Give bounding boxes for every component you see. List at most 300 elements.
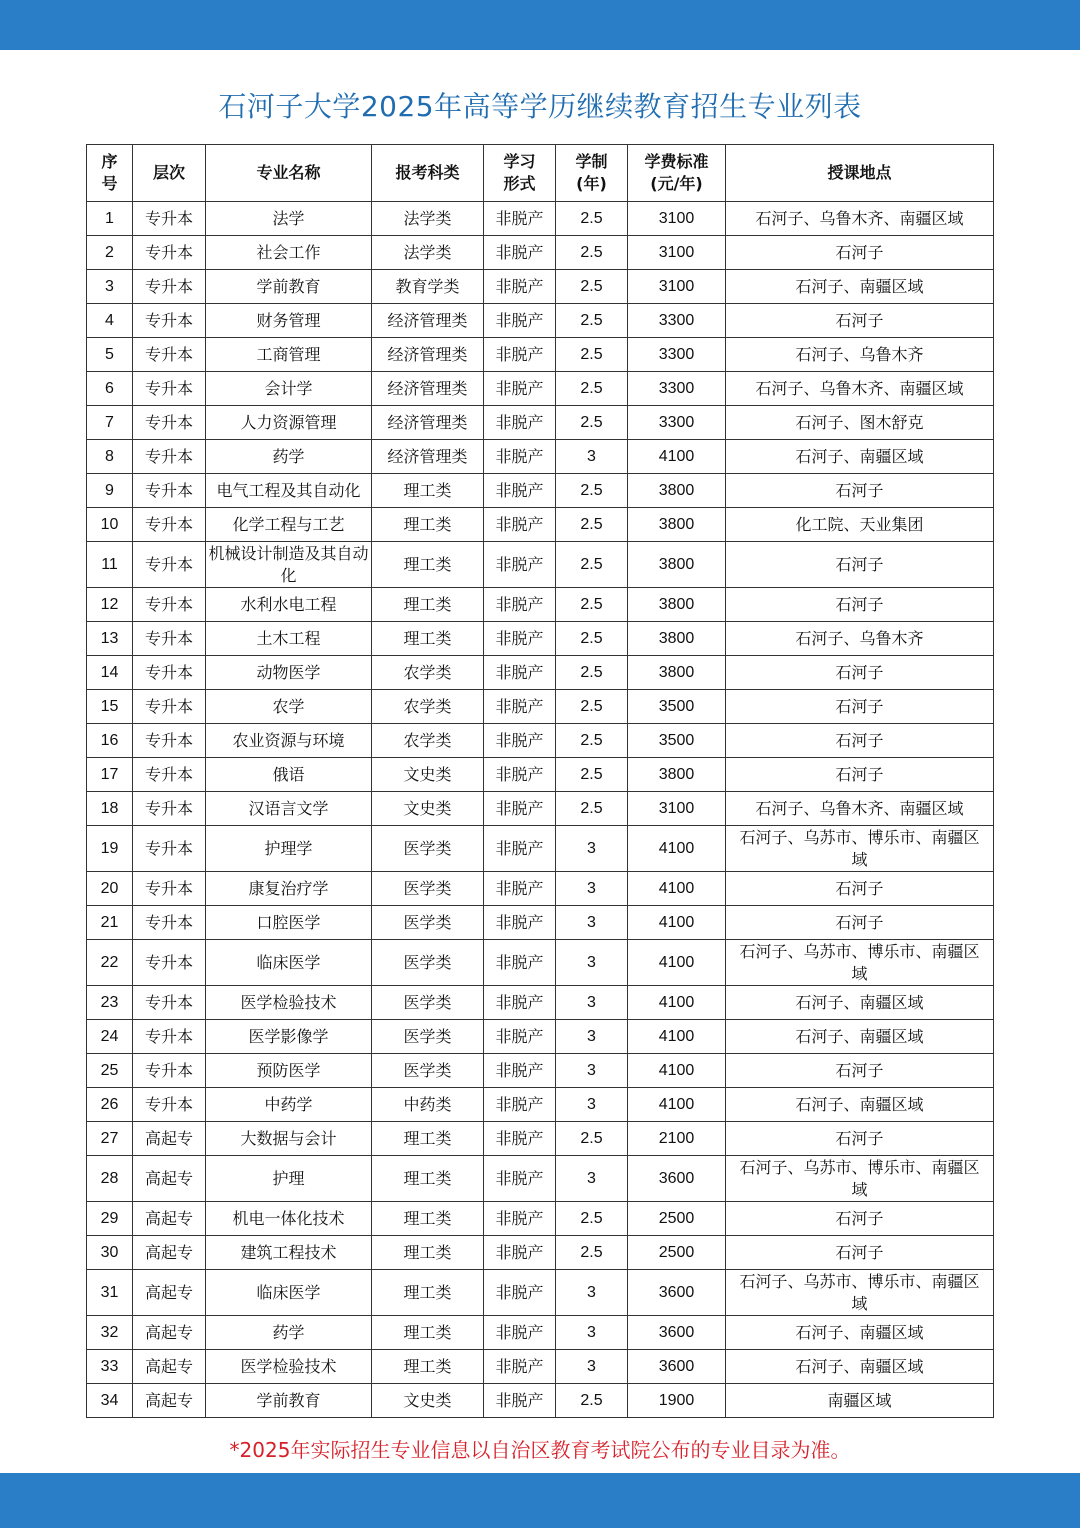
cell-level: 专升本 xyxy=(133,986,206,1020)
cell-mode: 非脱产 xyxy=(484,906,556,940)
cell-category: 理工类 xyxy=(372,508,484,542)
cell-category: 医学类 xyxy=(372,940,484,986)
cell-seq: 34 xyxy=(87,1384,133,1418)
cell-major: 工商管理 xyxy=(206,338,372,372)
table-row xyxy=(87,202,994,236)
cell-fee: 3300 xyxy=(628,338,726,372)
cell-location: 石河子 xyxy=(726,1202,994,1236)
table-row xyxy=(87,236,994,270)
cell-location: 石河子 xyxy=(726,474,994,508)
cell-years: 2.5 xyxy=(556,270,628,304)
cell-level: 高起专 xyxy=(133,1316,206,1350)
cell-seq: 32 xyxy=(87,1316,133,1350)
cell-seq: 28 xyxy=(87,1156,133,1202)
cell-category: 医学类 xyxy=(372,826,484,872)
cell-category: 文史类 xyxy=(372,792,484,826)
cell-mode: 非脱产 xyxy=(484,1350,556,1384)
cell-seq: 21 xyxy=(87,906,133,940)
cell-years: 3 xyxy=(556,440,628,474)
cell-mode: 非脱产 xyxy=(484,1088,556,1122)
table-row xyxy=(87,588,994,622)
cell-level: 专升本 xyxy=(133,270,206,304)
cell-category: 医学类 xyxy=(372,1054,484,1088)
table-row xyxy=(87,792,994,826)
cell-level: 专升本 xyxy=(133,906,206,940)
table-row xyxy=(87,338,994,372)
table-row xyxy=(87,656,994,690)
table-row xyxy=(87,1156,994,1202)
cell-seq: 31 xyxy=(87,1270,133,1316)
cell-category: 理工类 xyxy=(372,474,484,508)
cell-seq: 9 xyxy=(87,474,133,508)
cell-fee: 4100 xyxy=(628,1020,726,1054)
cell-major: 化学工程与工艺 xyxy=(206,508,372,542)
cell-fee: 4100 xyxy=(628,940,726,986)
cell-major: 电气工程及其自动化 xyxy=(206,474,372,508)
cell-mode: 非脱产 xyxy=(484,202,556,236)
cell-category: 经济管理类 xyxy=(372,406,484,440)
cell-level: 专升本 xyxy=(133,406,206,440)
header-location: 授课地点 xyxy=(726,145,994,202)
cell-seq: 22 xyxy=(87,940,133,986)
cell-category: 农学类 xyxy=(372,690,484,724)
cell-level: 专升本 xyxy=(133,202,206,236)
cell-location: 石河子 xyxy=(726,690,994,724)
cell-major: 社会工作 xyxy=(206,236,372,270)
cell-seq: 16 xyxy=(87,724,133,758)
cell-category: 农学类 xyxy=(372,656,484,690)
bottom-banner xyxy=(0,1473,1080,1528)
cell-location: 石河子、南疆区域 xyxy=(726,1316,994,1350)
cell-mode: 非脱产 xyxy=(484,724,556,758)
cell-category: 文史类 xyxy=(372,758,484,792)
cell-fee: 3600 xyxy=(628,1156,726,1202)
cell-seq: 15 xyxy=(87,690,133,724)
cell-fee: 3100 xyxy=(628,202,726,236)
cell-years: 3 xyxy=(556,826,628,872)
cell-mode: 非脱产 xyxy=(484,1236,556,1270)
table-row xyxy=(87,1088,994,1122)
cell-category: 法学类 xyxy=(372,236,484,270)
cell-years: 2.5 xyxy=(556,338,628,372)
cell-mode: 非脱产 xyxy=(484,542,556,588)
table-row xyxy=(87,1122,994,1156)
cell-level: 高起专 xyxy=(133,1122,206,1156)
table-row xyxy=(87,542,994,588)
cell-category: 理工类 xyxy=(372,1270,484,1316)
cell-category: 理工类 xyxy=(372,1156,484,1202)
cell-years: 2.5 xyxy=(556,588,628,622)
cell-mode: 非脱产 xyxy=(484,1316,556,1350)
cell-fee: 3300 xyxy=(628,304,726,338)
cell-category: 农学类 xyxy=(372,724,484,758)
cell-seq: 27 xyxy=(87,1122,133,1156)
cell-years: 3 xyxy=(556,1316,628,1350)
cell-seq: 18 xyxy=(87,792,133,826)
cell-mode: 非脱产 xyxy=(484,270,556,304)
cell-level: 专升本 xyxy=(133,542,206,588)
cell-major: 财务管理 xyxy=(206,304,372,338)
cell-major: 人力资源管理 xyxy=(206,406,372,440)
cell-location: 石河子、南疆区域 xyxy=(726,1088,994,1122)
cell-years: 2.5 xyxy=(556,202,628,236)
cell-years: 2.5 xyxy=(556,792,628,826)
cell-category: 理工类 xyxy=(372,622,484,656)
cell-fee: 3600 xyxy=(628,1270,726,1316)
cell-level: 专升本 xyxy=(133,872,206,906)
cell-years: 3 xyxy=(556,872,628,906)
cell-level: 专升本 xyxy=(133,338,206,372)
cell-years: 3 xyxy=(556,1350,628,1384)
cell-location: 石河子、乌苏市、博乐市、南疆区域 xyxy=(726,1270,994,1316)
cell-fee: 2500 xyxy=(628,1236,726,1270)
cell-years: 2.5 xyxy=(556,236,628,270)
cell-fee: 4100 xyxy=(628,986,726,1020)
cell-major: 大数据与会计 xyxy=(206,1122,372,1156)
cell-fee: 3800 xyxy=(628,656,726,690)
cell-level: 专升本 xyxy=(133,588,206,622)
cell-major: 机电一体化技术 xyxy=(206,1202,372,1236)
cell-level: 高起专 xyxy=(133,1202,206,1236)
cell-mode: 非脱产 xyxy=(484,1054,556,1088)
top-banner xyxy=(0,0,1080,50)
table-row xyxy=(87,1316,994,1350)
cell-fee: 3800 xyxy=(628,758,726,792)
cell-major: 中药学 xyxy=(206,1088,372,1122)
table-row xyxy=(87,872,994,906)
table-row xyxy=(87,622,994,656)
cell-seq: 14 xyxy=(87,656,133,690)
cell-years: 3 xyxy=(556,1020,628,1054)
cell-location: 石河子、乌鲁木齐、南疆区域 xyxy=(726,792,994,826)
cell-mode: 非脱产 xyxy=(484,304,556,338)
cell-fee: 3500 xyxy=(628,690,726,724)
table-row xyxy=(87,1350,994,1384)
cell-fee: 3300 xyxy=(628,406,726,440)
cell-seq: 25 xyxy=(87,1054,133,1088)
cell-major: 汉语言文学 xyxy=(206,792,372,826)
cell-mode: 非脱产 xyxy=(484,1122,556,1156)
cell-mode: 非脱产 xyxy=(484,1270,556,1316)
cell-seq: 13 xyxy=(87,622,133,656)
cell-category: 医学类 xyxy=(372,1020,484,1054)
cell-major: 土木工程 xyxy=(206,622,372,656)
cell-location: 石河子 xyxy=(726,872,994,906)
table-row xyxy=(87,826,994,872)
table-header-row xyxy=(87,145,994,202)
cell-years: 2.5 xyxy=(556,724,628,758)
header-seq: 序号 xyxy=(87,145,133,202)
cell-location: 石河子、南疆区域 xyxy=(726,440,994,474)
cell-fee: 4100 xyxy=(628,1054,726,1088)
cell-category: 经济管理类 xyxy=(372,338,484,372)
cell-years: 3 xyxy=(556,1088,628,1122)
cell-major: 建筑工程技术 xyxy=(206,1236,372,1270)
table-row xyxy=(87,1270,994,1316)
cell-level: 专升本 xyxy=(133,508,206,542)
table-row xyxy=(87,440,994,474)
cell-mode: 非脱产 xyxy=(484,474,556,508)
cell-location: 石河子 xyxy=(726,588,994,622)
cell-fee: 3600 xyxy=(628,1350,726,1384)
cell-major: 口腔医学 xyxy=(206,906,372,940)
cell-fee: 3500 xyxy=(628,724,726,758)
cell-category: 经济管理类 xyxy=(372,372,484,406)
cell-level: 专升本 xyxy=(133,1054,206,1088)
cell-level: 高起专 xyxy=(133,1236,206,1270)
cell-category: 理工类 xyxy=(372,1236,484,1270)
cell-location: 石河子 xyxy=(726,758,994,792)
table-row xyxy=(87,1020,994,1054)
table-row xyxy=(87,940,994,986)
cell-years: 2.5 xyxy=(556,304,628,338)
cell-mode: 非脱产 xyxy=(484,588,556,622)
cell-major: 药学 xyxy=(206,1316,372,1350)
cell-location: 石河子、乌鲁木齐、南疆区域 xyxy=(726,202,994,236)
cell-major: 农业资源与环境 xyxy=(206,724,372,758)
cell-mode: 非脱产 xyxy=(484,622,556,656)
cell-mode: 非脱产 xyxy=(484,236,556,270)
cell-seq: 12 xyxy=(87,588,133,622)
cell-seq: 3 xyxy=(87,270,133,304)
cell-major: 法学 xyxy=(206,202,372,236)
cell-major: 学前教育 xyxy=(206,1384,372,1418)
cell-years: 3 xyxy=(556,1270,628,1316)
table-row xyxy=(87,508,994,542)
cell-fee: 4100 xyxy=(628,906,726,940)
cell-location: 石河子、图木舒克 xyxy=(726,406,994,440)
cell-location: 石河子、南疆区域 xyxy=(726,270,994,304)
cell-major: 药学 xyxy=(206,440,372,474)
cell-level: 专升本 xyxy=(133,724,206,758)
cell-level: 高起专 xyxy=(133,1156,206,1202)
cell-fee: 3600 xyxy=(628,1316,726,1350)
cell-location: 石河子、乌苏市、博乐市、南疆区域 xyxy=(726,940,994,986)
cell-category: 理工类 xyxy=(372,542,484,588)
cell-category: 理工类 xyxy=(372,588,484,622)
cell-level: 高起专 xyxy=(133,1384,206,1418)
cell-years: 2.5 xyxy=(556,1202,628,1236)
cell-category: 经济管理类 xyxy=(372,440,484,474)
cell-major: 会计学 xyxy=(206,372,372,406)
cell-major: 水利水电工程 xyxy=(206,588,372,622)
cell-location: 石河子 xyxy=(726,1236,994,1270)
table-row xyxy=(87,304,994,338)
cell-seq: 29 xyxy=(87,1202,133,1236)
cell-fee: 3100 xyxy=(628,236,726,270)
cell-location: 石河子 xyxy=(726,236,994,270)
cell-location: 石河子、乌鲁木齐 xyxy=(726,622,994,656)
cell-location: 石河子、乌苏市、博乐市、南疆区域 xyxy=(726,1156,994,1202)
cell-fee: 4100 xyxy=(628,826,726,872)
table-body xyxy=(87,202,994,1418)
cell-seq: 17 xyxy=(87,758,133,792)
cell-level: 专升本 xyxy=(133,826,206,872)
cell-fee: 3800 xyxy=(628,508,726,542)
cell-years: 2.5 xyxy=(556,474,628,508)
cell-category: 理工类 xyxy=(372,1350,484,1384)
cell-fee: 3800 xyxy=(628,542,726,588)
cell-category: 理工类 xyxy=(372,1316,484,1350)
cell-fee: 2100 xyxy=(628,1122,726,1156)
cell-major: 医学检验技术 xyxy=(206,1350,372,1384)
cell-years: 2.5 xyxy=(556,656,628,690)
cell-seq: 23 xyxy=(87,986,133,1020)
cell-fee: 3800 xyxy=(628,588,726,622)
cell-mode: 非脱产 xyxy=(484,656,556,690)
table-row xyxy=(87,986,994,1020)
table-row xyxy=(87,1384,994,1418)
cell-years: 2.5 xyxy=(556,508,628,542)
cell-level: 专升本 xyxy=(133,940,206,986)
cell-category: 文史类 xyxy=(372,1384,484,1418)
cell-level: 专升本 xyxy=(133,622,206,656)
cell-location: 石河子 xyxy=(726,542,994,588)
cell-major: 护理学 xyxy=(206,826,372,872)
header-mode: 学习形式 xyxy=(484,145,556,202)
cell-mode: 非脱产 xyxy=(484,758,556,792)
cell-seq: 2 xyxy=(87,236,133,270)
cell-years: 2.5 xyxy=(556,1236,628,1270)
cell-major: 医学影像学 xyxy=(206,1020,372,1054)
cell-location: 石河子、乌苏市、博乐市、南疆区域 xyxy=(726,826,994,872)
cell-years: 2.5 xyxy=(556,542,628,588)
cell-seq: 26 xyxy=(87,1088,133,1122)
cell-years: 3 xyxy=(556,940,628,986)
cell-location: 化工院、天业集团 xyxy=(726,508,994,542)
cell-seq: 24 xyxy=(87,1020,133,1054)
header-major: 专业名称 xyxy=(206,145,372,202)
cell-location: 石河子、南疆区域 xyxy=(726,986,994,1020)
cell-mode: 非脱产 xyxy=(484,986,556,1020)
cell-seq: 1 xyxy=(87,202,133,236)
cell-category: 法学类 xyxy=(372,202,484,236)
cell-major: 机械设计制造及其自动化 xyxy=(206,542,372,588)
table-row xyxy=(87,372,994,406)
cell-mode: 非脱产 xyxy=(484,1156,556,1202)
cell-major: 临床医学 xyxy=(206,1270,372,1316)
cell-years: 2.5 xyxy=(556,372,628,406)
cell-category: 医学类 xyxy=(372,906,484,940)
cell-mode: 非脱产 xyxy=(484,940,556,986)
header-category: 报考科类 xyxy=(372,145,484,202)
cell-major: 动物医学 xyxy=(206,656,372,690)
cell-location: 石河子 xyxy=(726,656,994,690)
cell-location: 石河子、南疆区域 xyxy=(726,1020,994,1054)
cell-level: 高起专 xyxy=(133,1270,206,1316)
cell-level: 专升本 xyxy=(133,758,206,792)
cell-level: 专升本 xyxy=(133,1088,206,1122)
majors-table xyxy=(86,144,994,1418)
cell-years: 3 xyxy=(556,1156,628,1202)
table-row xyxy=(87,406,994,440)
cell-fee: 3100 xyxy=(628,270,726,304)
cell-seq: 20 xyxy=(87,872,133,906)
cell-category: 中药类 xyxy=(372,1088,484,1122)
cell-category: 医学类 xyxy=(372,986,484,1020)
cell-seq: 8 xyxy=(87,440,133,474)
cell-major: 临床医学 xyxy=(206,940,372,986)
cell-level: 专升本 xyxy=(133,690,206,724)
cell-mode: 非脱产 xyxy=(484,338,556,372)
cell-major: 护理 xyxy=(206,1156,372,1202)
cell-level: 高起专 xyxy=(133,1350,206,1384)
cell-seq: 5 xyxy=(87,338,133,372)
cell-level: 专升本 xyxy=(133,1020,206,1054)
cell-level: 专升本 xyxy=(133,474,206,508)
cell-level: 专升本 xyxy=(133,304,206,338)
cell-fee: 4100 xyxy=(628,872,726,906)
header-fee: 学费标准(元/年) xyxy=(628,145,726,202)
cell-mode: 非脱产 xyxy=(484,690,556,724)
cell-level: 专升本 xyxy=(133,792,206,826)
cell-location: 石河子、乌鲁木齐、南疆区域 xyxy=(726,372,994,406)
cell-major: 俄语 xyxy=(206,758,372,792)
cell-seq: 33 xyxy=(87,1350,133,1384)
table-row xyxy=(87,270,994,304)
cell-category: 教育学类 xyxy=(372,270,484,304)
cell-fee: 2500 xyxy=(628,1202,726,1236)
cell-major: 医学检验技术 xyxy=(206,986,372,1020)
cell-location: 石河子 xyxy=(726,724,994,758)
cell-seq: 4 xyxy=(87,304,133,338)
table-row xyxy=(87,1202,994,1236)
cell-location: 石河子、乌鲁木齐 xyxy=(726,338,994,372)
table-row xyxy=(87,690,994,724)
cell-fee: 1900 xyxy=(628,1384,726,1418)
cell-fee: 4100 xyxy=(628,440,726,474)
cell-mode: 非脱产 xyxy=(484,872,556,906)
cell-category: 医学类 xyxy=(372,872,484,906)
cell-years: 3 xyxy=(556,1054,628,1088)
cell-mode: 非脱产 xyxy=(484,440,556,474)
cell-seq: 6 xyxy=(87,372,133,406)
cell-years: 2.5 xyxy=(556,690,628,724)
cell-seq: 7 xyxy=(87,406,133,440)
cell-level: 专升本 xyxy=(133,236,206,270)
cell-location: 南疆区域 xyxy=(726,1384,994,1418)
cell-major: 农学 xyxy=(206,690,372,724)
table-row xyxy=(87,906,994,940)
cell-mode: 非脱产 xyxy=(484,1020,556,1054)
table-row xyxy=(87,1054,994,1088)
cell-seq: 19 xyxy=(87,826,133,872)
cell-years: 2.5 xyxy=(556,758,628,792)
cell-fee: 3300 xyxy=(628,372,726,406)
cell-years: 2.5 xyxy=(556,622,628,656)
cell-seq: 11 xyxy=(87,542,133,588)
cell-mode: 非脱产 xyxy=(484,508,556,542)
cell-mode: 非脱产 xyxy=(484,1202,556,1236)
cell-category: 理工类 xyxy=(372,1202,484,1236)
page-title: 石河子大学2025年高等学历继续教育招生专业列表 xyxy=(218,90,862,123)
cell-level: 专升本 xyxy=(133,440,206,474)
table-row xyxy=(87,724,994,758)
cell-major: 学前教育 xyxy=(206,270,372,304)
cell-location: 石河子 xyxy=(726,304,994,338)
cell-mode: 非脱产 xyxy=(484,792,556,826)
cell-location: 石河子、南疆区域 xyxy=(726,1350,994,1384)
table-row xyxy=(87,758,994,792)
cell-years: 2.5 xyxy=(556,1384,628,1418)
table-row xyxy=(87,1236,994,1270)
cell-fee: 3800 xyxy=(628,622,726,656)
cell-fee: 4100 xyxy=(628,1088,726,1122)
cell-seq: 10 xyxy=(87,508,133,542)
cell-fee: 3100 xyxy=(628,792,726,826)
cell-level: 专升本 xyxy=(133,372,206,406)
cell-years: 2.5 xyxy=(556,1122,628,1156)
